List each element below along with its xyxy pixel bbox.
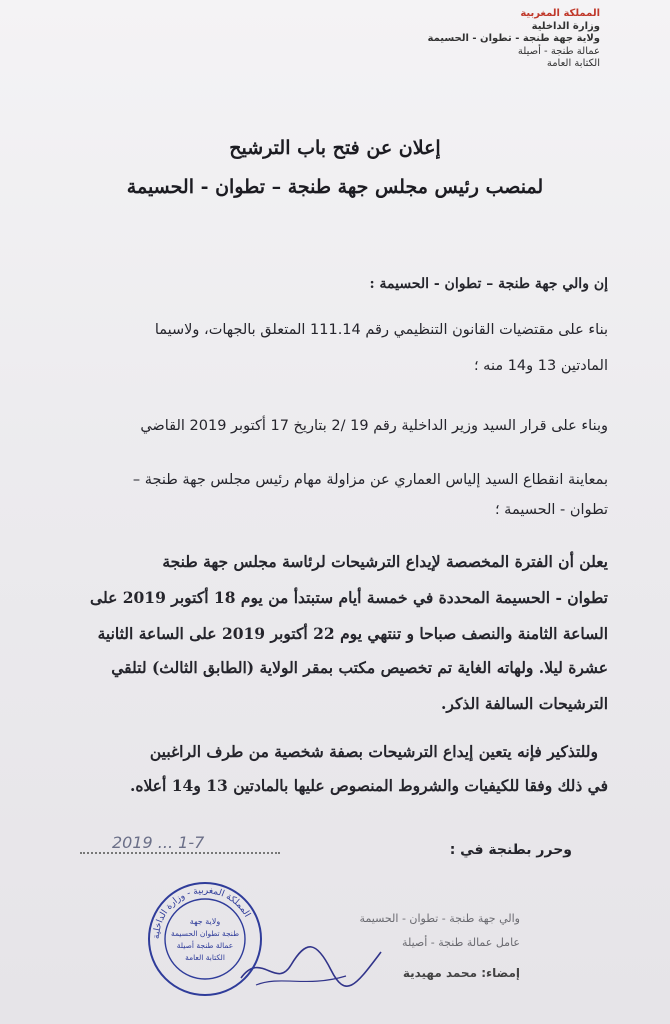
- announce-line3: الساعة الثامنة والنصف صباحا و تنتهي يوم 22 أكتوبر 2019 على الساعة الثانية: [97, 624, 608, 643]
- announce-line4: عشرة ليلا. ولهاته الغاية تم تخصيص مكتب بمقر الولاية (الطابق الثالث) لتلقي: [111, 658, 608, 677]
- para3-line1: بمعاينة انقطاع السيد إلياس العماري عن مزاولة مهام رئيس مجلس جهة طنجة –: [132, 472, 608, 488]
- official-stamp: [146, 880, 264, 998]
- signature-label: إمضاء: محمد مهيدية: [402, 966, 520, 980]
- document-header: [360, 8, 600, 71]
- header-wilaya: ولاية جهة طنجة - تطوان - الحسيمة: [427, 33, 600, 44]
- reminder-line2: في ذلك وفقا للكيفيات والشروط المنصوص عليها بالمادتين 13 و14 أعلاه.: [130, 776, 608, 795]
- announcement-title: إعلان عن فتح باب الترشيح: [229, 137, 441, 159]
- stamp-ring-text: المملكة المغربية - وزارة الداخلية: [151, 885, 252, 940]
- handwritten-date: 2019 ... 1-7: [112, 833, 205, 852]
- header-prefecture: عمالة طنجة - أصيلة: [517, 45, 600, 57]
- stamp-line3: عمالة طنجة أصيلة: [176, 941, 234, 950]
- reminder-line1: وللتذكير فإنه يتعين إيداع الترشيحات بصفة شخصية من طرف الراغبين: [149, 742, 598, 761]
- stamp-line2: طنجة تطوان الحسيمة: [170, 929, 240, 938]
- announce-line5: الترشيحات السالفة الذكر.: [441, 694, 608, 713]
- header-secretariat: الكتابة العامة: [546, 58, 600, 69]
- para1-line1: بناء على مقتضيات القانون التنظيمي رقم 111.14 المتعلق بالجهات، ولاسيما: [154, 322, 608, 338]
- para2-line: وبناء على قرار السيد وزير الداخلية رقم 19 /2 بتاريخ 17 أكتوبر 2019 القاضي: [140, 418, 608, 434]
- stamp-line4: الكتابة العامة: [185, 953, 225, 962]
- header-ministry: وزارة الداخلية: [531, 20, 600, 32]
- date-dotted-line: [80, 852, 280, 854]
- stamp-line1: ولاية جهة: [189, 917, 221, 926]
- header-kingdom: المملكة المغربية: [520, 8, 600, 19]
- announce-line1: يعلن أن الفترة المخصصة لإيداع الترشيحات لرئاسة مجلس جهة طنجة: [162, 552, 608, 571]
- place-date-label: وحرر بطنجة في :: [449, 842, 572, 858]
- para3-line2: تطوان - الحسيمة ؛: [494, 502, 608, 518]
- signatory-title-line2: عامل عمالة طنجة - أصيلة: [402, 936, 520, 949]
- announce-line2: تطوان - الحسيمة المحددة في خمسة أيام ستبتدأ من يوم 18 أكتوبر 2019 على: [90, 588, 608, 607]
- announcement-subtitle: لمنصب رئيس مجلس جهة طنجة – تطوان - الحسيمة: [126, 176, 544, 198]
- para1-line2: المادتين 13 و14 منه ؛: [473, 358, 608, 374]
- signatory-title-line1: والي جهة طنجة - تطوان - الحسيمة: [359, 912, 520, 925]
- addressee-line: إن والي جهة طنجة – تطوان - الحسيمة :: [369, 276, 608, 292]
